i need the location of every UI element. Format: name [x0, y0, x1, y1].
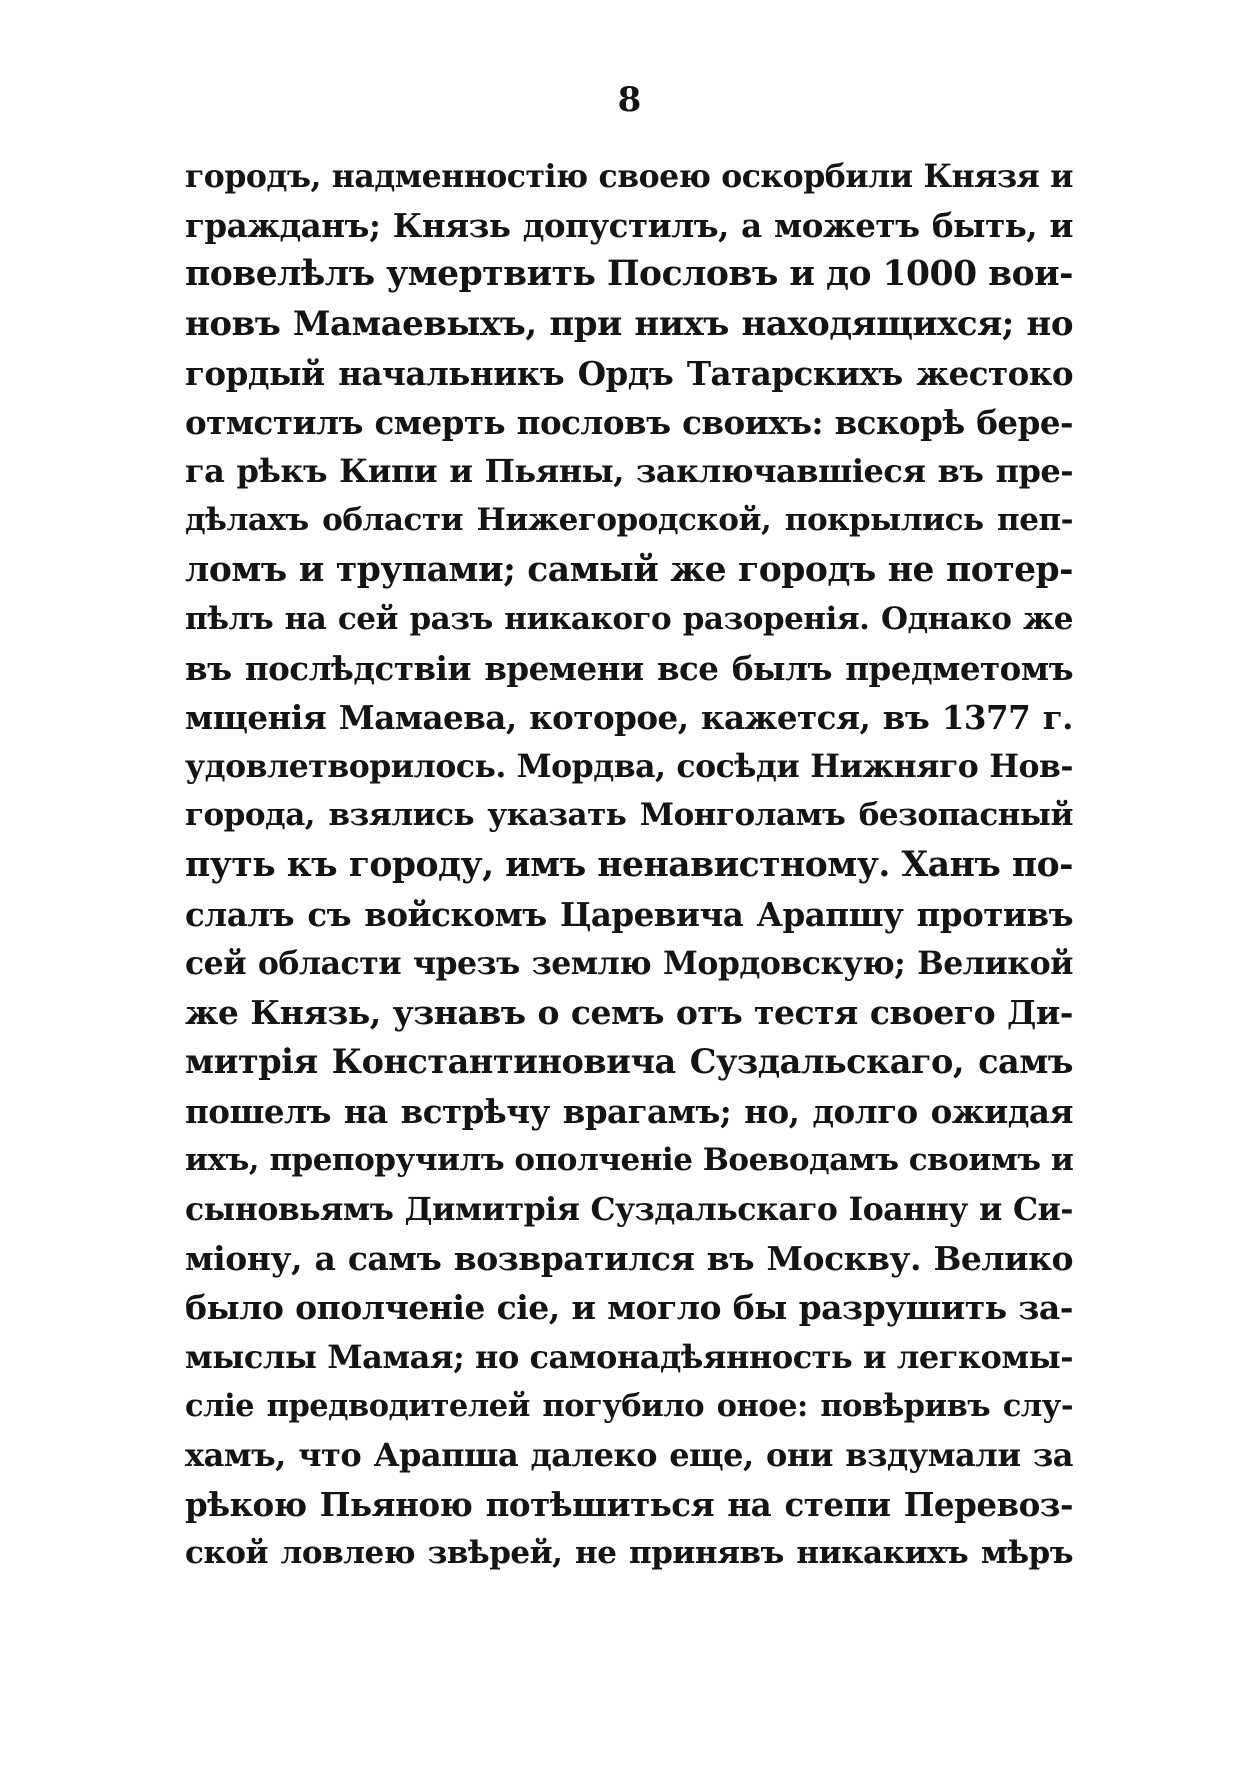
text-line: путь къ городу, имъ ненавистному. Ханъ по-: [185, 844, 1073, 885]
text-line: пошелъ на встрѣчу врагамъ; но, долго ожидая: [185, 1091, 1073, 1131]
text-line: хамъ, что Арапша далеко еще, они вздумали за: [185, 1435, 1073, 1474]
text-line: мщенія Мамаева, которое, кажется, въ 1377 г.: [185, 698, 1073, 738]
text-line: было ополченіе сіе, и могло бы разрушить за-: [185, 1288, 1073, 1328]
text-line: митрія Константиновича Суздальскаго, самъ: [185, 1042, 1073, 1082]
text-line: рѣкою Пьяною потѣшиться на степи Перевоз-: [185, 1485, 1073, 1525]
text-line: слалъ съ войскомъ Царевича Арапшу противъ: [185, 894, 1073, 934]
text-line: ской ловлею звѣрей, не принявъ никакихъ мѣръ: [185, 1535, 1073, 1572]
text-line: гордый начальникъ Ордъ Татарскихъ жестоко: [185, 353, 1073, 393]
text-line: новъ Мамаевыхъ, при нихъ находящихся; но: [185, 303, 1073, 344]
text-line: га рѣкъ Кипи и Пьяны, заключавшіеся въ пре-: [185, 452, 1073, 491]
text-line: отмстилъ смерть пословъ своихъ: вскорѣ бере-: [185, 402, 1073, 442]
text-line: сыновьямъ Димитрія Суздальскаго Іоанну и Си-: [185, 1190, 1073, 1228]
text-line: же Князь, узнавъ о семъ отъ тестя своего Ди-: [185, 993, 1073, 1033]
text-line: дѣлахъ области Нижегородской, покрылись пеп-: [185, 502, 1073, 539]
body-text: [185, 152, 1073, 1578]
text-line: сей области чрезъ землю Мордовскую; Великой: [185, 945, 1073, 982]
page-number: 8: [617, 80, 642, 120]
text-line: міону, а самъ возвратился въ Москву. Велико: [185, 1239, 1073, 1279]
text-line: городъ, надменностію своею оскорбили Князя и: [185, 158, 1073, 195]
text-line: удовлетворилось. Мордва, сосѣди Нижняго Нов-: [185, 748, 1073, 786]
text-line: ихъ, препоручилъ ополченіе Воеводамъ своимъ и: [185, 1141, 1073, 1178]
text-line: мыслы Мамая; но самонадѣянность и легкомы-: [185, 1337, 1073, 1376]
text-line: гражданъ; Князь допустилъ, а можетъ быть, и: [185, 206, 1073, 246]
text-line: пѣлъ на сей разъ никакого разоренія. Однако же: [185, 600, 1073, 637]
text-line: повелѣлъ умертвить Пословъ и до 1000 вои-: [185, 254, 1073, 295]
text-line: города, взялись указать Монголамъ безопасный: [185, 797, 1073, 834]
text-line: сліе предводителей погубило оное: повѣривъ слу-: [185, 1387, 1073, 1424]
text-line: ломъ и трупами; самый же городъ не потер-: [185, 549, 1073, 590]
text-line: въ послѣдствіи времени все былъ предметомъ: [185, 648, 1073, 688]
